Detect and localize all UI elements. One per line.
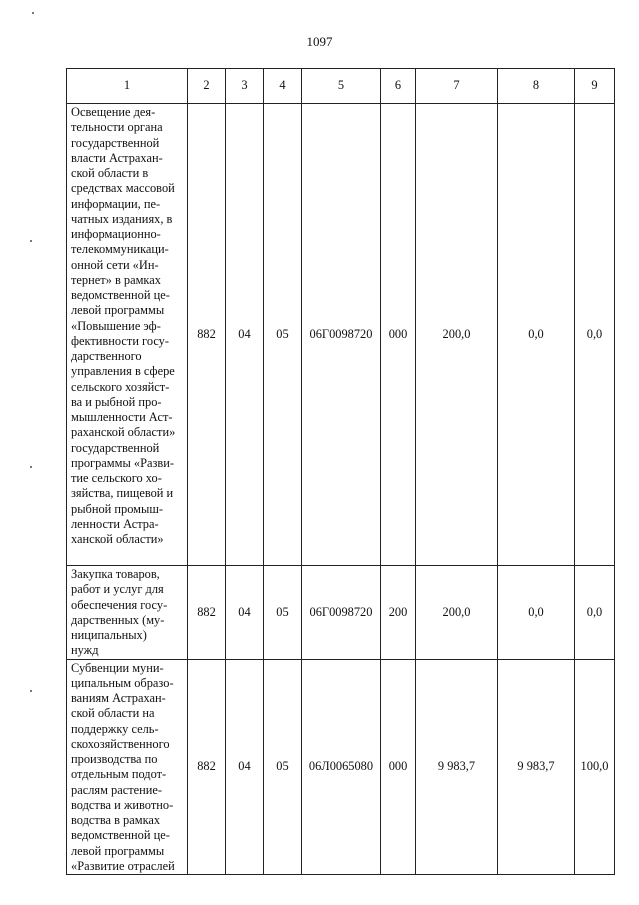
scan-speck xyxy=(30,466,32,468)
cell-value: 100,0 xyxy=(575,659,615,875)
column-header: 3 xyxy=(226,69,264,104)
row-description: Освещение дея- тельности органа государственной власти Астрахан- ской области в средствах массовой информации, пе- чатных изданиях, в информационно- телекоммуникаци- онной сети «Ин- тернет» в рамках ведомственной це- левой программы «Повышение эф- фективности госу- дарственного управления в сфере сельского хозяйст- ва и рыбной про- мышленности Аст- раханской области» государственной программы «Разви- тие сельского хо- зяйства, пищевой и рыбной промыш- ленности Астра- ханской области» xyxy=(67,104,188,566)
page-number: 1097 xyxy=(306,34,333,49)
column-header: 8 xyxy=(498,69,575,104)
cell-value: 05 xyxy=(264,104,302,566)
cell-value: 06Г0098720 xyxy=(302,104,381,566)
scan-speck xyxy=(30,690,32,692)
cell-value: 04 xyxy=(226,566,264,660)
column-header: 4 xyxy=(264,69,302,104)
cell-value: 000 xyxy=(381,104,416,566)
header-row xyxy=(67,69,615,104)
cell-value: 0,0 xyxy=(498,566,575,660)
cell-value: 05 xyxy=(264,659,302,875)
column-header: 6 xyxy=(381,69,416,104)
scan-speck xyxy=(30,240,32,242)
cell-value: 882 xyxy=(188,566,226,660)
cell-value: 06Г0098720 xyxy=(302,566,381,660)
cell-value: 200 xyxy=(381,566,416,660)
column-header: 9 xyxy=(575,69,615,104)
scan-speck xyxy=(32,12,34,14)
budget-table xyxy=(66,68,615,875)
column-header: 5 xyxy=(302,69,381,104)
column-header: 7 xyxy=(416,69,498,104)
cell-value: 200,0 xyxy=(416,566,498,660)
cell-value: 04 xyxy=(226,104,264,566)
table-row xyxy=(67,104,615,566)
cell-value: 0,0 xyxy=(575,566,615,660)
column-header: 2 xyxy=(188,69,226,104)
table-row xyxy=(67,566,615,660)
cell-value: 882 xyxy=(188,104,226,566)
column-header: 1 xyxy=(67,69,188,104)
row-description: Субвенции муни- ципальным образо- ваниям Астрахан- ской области на поддержку сель- скохозяйственного производства по отдельным подот- раслям растение- водства и животно- водства в рамках ведомственной це- левой программы «Развитие отраслей xyxy=(67,659,188,875)
cell-value: 06Л0065080 xyxy=(302,659,381,875)
cell-value: 882 xyxy=(188,659,226,875)
cell-value: 9 983,7 xyxy=(416,659,498,875)
cell-value: 05 xyxy=(264,566,302,660)
cell-value: 200,0 xyxy=(416,104,498,566)
cell-value: 9 983,7 xyxy=(498,659,575,875)
table-row xyxy=(67,659,615,875)
row-description: Закупка товаров, работ и услуг для обеспечения госу- дарственных (му- ниципальных) нужд xyxy=(67,566,188,660)
cell-value: 0,0 xyxy=(575,104,615,566)
cell-value: 000 xyxy=(381,659,416,875)
cell-value: 04 xyxy=(226,659,264,875)
cell-value: 0,0 xyxy=(498,104,575,566)
